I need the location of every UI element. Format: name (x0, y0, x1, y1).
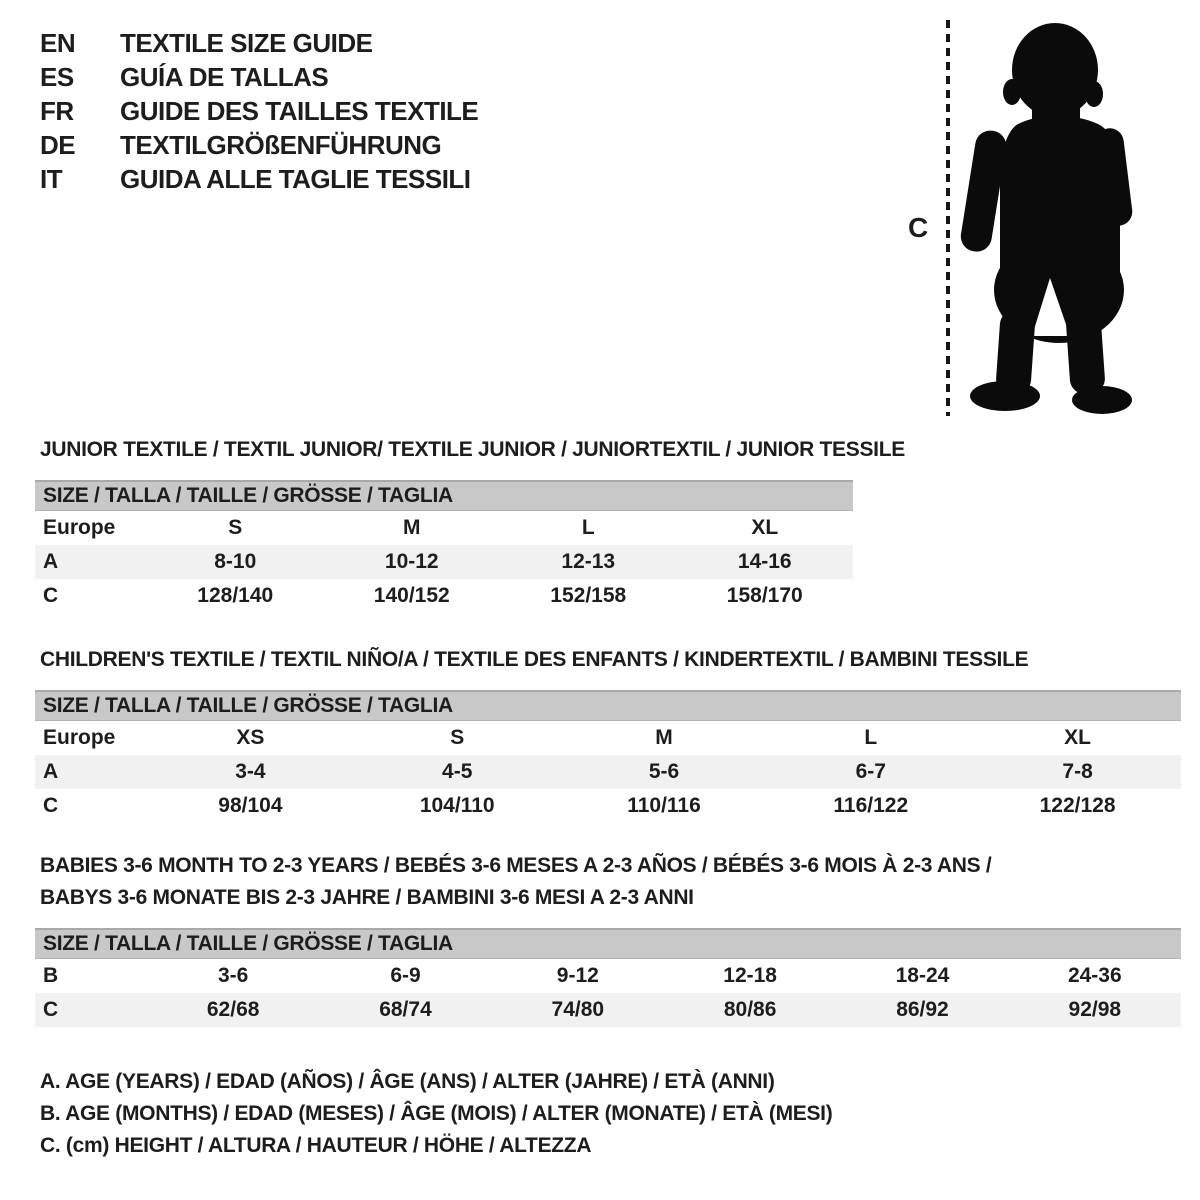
size-header-bar: SIZE / TALLA / TAILLE / GRÖSSE / TAGLIA (35, 480, 853, 511)
language-code: ES (40, 62, 74, 92)
table-cell: 3-6 (217, 964, 249, 987)
language-code: DE (40, 130, 76, 160)
childrens-textile-section (35, 648, 1181, 823)
table-title: CHILDREN'S TEXTILE / TEXTIL NIÑO/A / TEXTILE DES ENFANTS / KINDERTEXTIL / BAMBINI TESSILE (40, 648, 1029, 671)
table-cell: XL (751, 516, 779, 539)
junior-textile-title-block (40, 434, 905, 466)
legend-line: A. AGE (YEARS) / EDAD (AÑOS) / ÂGE (ANS) / ALTER (JAHRE) / ETÀ (ANNI) (40, 1070, 775, 1093)
table-row (35, 721, 1181, 755)
language-row (40, 162, 478, 196)
junior-textile-rows (35, 511, 853, 613)
table-cell: 128/140 (197, 584, 274, 607)
legend (40, 1066, 832, 1162)
size-header-bar: SIZE / TALLA / TAILLE / GRÖSSE / TAGLIA (35, 928, 1181, 959)
table-cell: S (450, 726, 465, 749)
babies-textile-rows (35, 959, 1181, 1027)
table-cell: 6-9 (390, 964, 421, 987)
table-cell: XL (1064, 726, 1091, 749)
table-cell: 122/128 (1039, 794, 1116, 817)
table-row (35, 993, 1181, 1027)
language-row (40, 26, 478, 60)
table-cell: 10-12 (384, 550, 439, 573)
table-row (35, 959, 1181, 993)
language-row (40, 128, 478, 162)
table-cell: 14-16 (737, 550, 792, 573)
table-row (35, 789, 1181, 823)
babies-textile-title-block (40, 850, 991, 914)
table-cell: 86/92 (896, 998, 949, 1021)
table-row (35, 545, 853, 579)
row-label: Europe (43, 726, 116, 749)
table-cell: 9-12 (556, 964, 599, 987)
table-cell: 68/74 (379, 998, 432, 1021)
table-cell: 5-6 (648, 760, 680, 783)
row-label: Europe (43, 516, 116, 539)
table-cell: L (581, 516, 595, 539)
junior-textile-section (35, 438, 905, 613)
table-cell: 104/110 (419, 794, 495, 817)
table-cell: 18-24 (895, 964, 950, 987)
table-row (35, 511, 853, 545)
table-cell: 158/170 (726, 584, 803, 607)
height-dashed-line (946, 20, 950, 416)
language-label: GUIDA ALLE TAGLIE TESSILI (120, 164, 471, 194)
table-row (35, 579, 853, 613)
row-label: C (43, 998, 59, 1021)
row-label: B (43, 964, 59, 987)
table-cell: 62/68 (206, 998, 260, 1021)
language-list (40, 26, 478, 196)
table-cell: 3-4 (235, 760, 266, 783)
legend-line: B. AGE (MONTHS) / EDAD (MESES) / ÂGE (MOIS) / ALTER (MONATE) / ETÀ (MESI) (40, 1102, 833, 1125)
table-cell: 4-5 (442, 760, 473, 783)
language-label: TEXTILE SIZE GUIDE (120, 28, 373, 58)
language-code: IT (40, 164, 63, 194)
language-label: TEXTILGRÖßENFÜHRUNG (120, 130, 442, 160)
childrens-textile-rows (35, 721, 1181, 823)
size-header-bar: SIZE / TALLA / TAILLE / GRÖSSE / TAGLIA (35, 690, 1181, 721)
language-row (40, 94, 478, 128)
table-cell: 12-13 (561, 550, 616, 573)
row-label: C (43, 584, 59, 607)
babies-textile-section (35, 854, 1181, 1027)
language-row (40, 60, 478, 94)
table-cell: 24-36 (1067, 964, 1122, 987)
table-row (35, 755, 1181, 789)
table-cell: XS (236, 726, 265, 749)
table-title: BABYS 3-6 MONATE BIS 2-3 JAHRE / BAMBINI 3-6 MESI A 2-3 ANNI (40, 886, 694, 909)
legend-line: C. (cm) HEIGHT / ALTURA / HAUTEUR / HÖHE / ALTEZZA (40, 1134, 592, 1157)
table-cell: 92/98 (1068, 998, 1122, 1021)
table-cell: L (864, 726, 878, 749)
table-cell: 8-10 (214, 550, 257, 573)
language-code: EN (40, 28, 76, 58)
table-cell: 152/158 (550, 584, 627, 607)
baby-silhouette-icon (960, 12, 1142, 420)
table-cell: 12-18 (723, 964, 777, 987)
table-cell: M (655, 726, 673, 749)
table-title: JUNIOR TEXTILE / TEXTIL JUNIOR/ TEXTILE JUNIOR / JUNIORTEXTIL / JUNIOR TESSILE (40, 438, 905, 461)
language-code: FR (40, 96, 74, 126)
row-label: C (43, 794, 59, 817)
table-title: BABIES 3-6 MONTH TO 2-3 YEARS / BEBÉS 3-6 MESES A 2-3 AÑOS / BÉBÉS 3-6 MOIS À 2-3 ANS / (40, 854, 992, 877)
table-cell: 7-8 (1062, 760, 1093, 783)
row-label: A (43, 760, 59, 783)
table-cell: 140/152 (373, 584, 450, 607)
table-cell: 6-7 (855, 760, 886, 783)
childrens-textile-title-block (40, 644, 1028, 676)
table-cell: 116/122 (833, 794, 909, 817)
table-cell: 98/104 (218, 794, 283, 817)
table-cell: M (403, 516, 421, 539)
figure-measure-label: C (908, 212, 929, 243)
table-cell: 80/86 (723, 998, 777, 1021)
row-label: A (43, 550, 59, 573)
table-cell: S (228, 516, 243, 539)
language-label: GUÍA DE TALLAS (120, 62, 329, 92)
table-cell: 74/80 (551, 998, 605, 1021)
language-label: GUIDE DES TAILLES TEXTILE (120, 96, 479, 126)
table-cell: 110/116 (627, 794, 701, 817)
